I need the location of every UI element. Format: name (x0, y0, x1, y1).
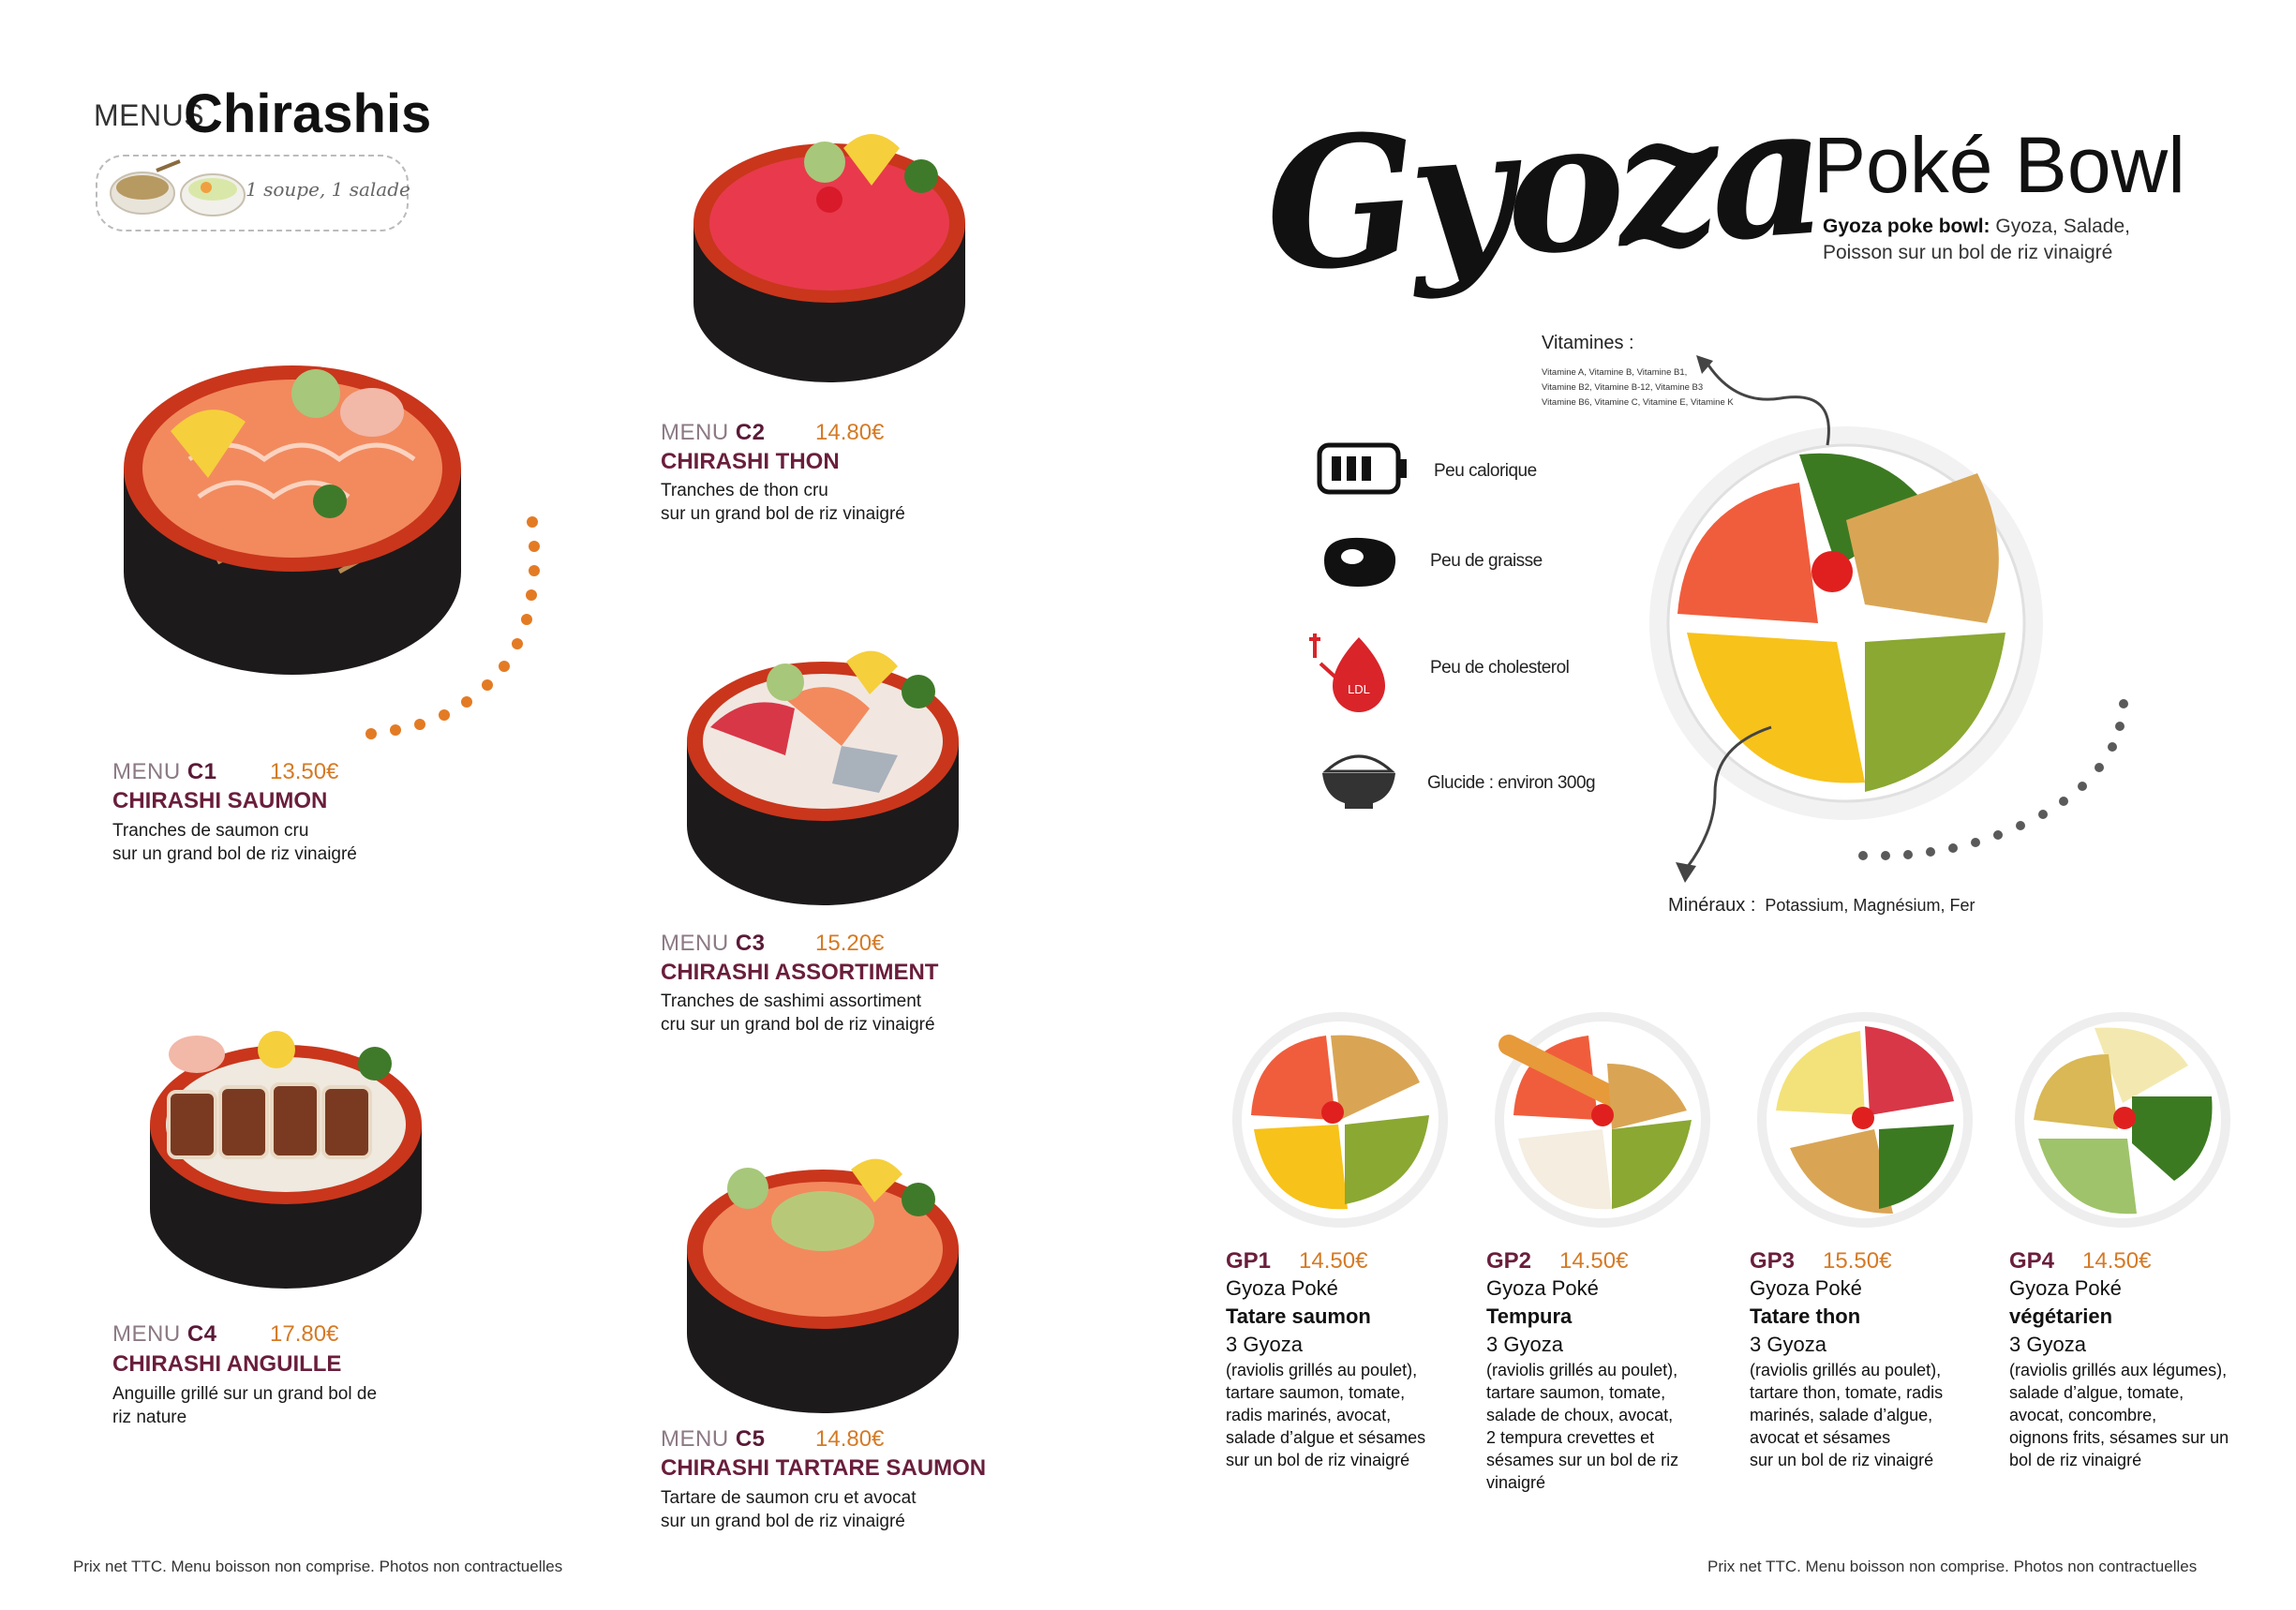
menu-c5-name: CHIRASHI TARTARE SAUMON (661, 1455, 987, 1481)
menu-c2-name: CHIRASHI THON (661, 449, 840, 474)
gp1-block (1226, 1248, 1479, 1471)
pill-text: 1 soupe, 1 salade (246, 178, 410, 201)
gyoza-brush-title: Gyoza (1258, 65, 1826, 313)
menu-c1-name: CHIRASHI SAUMON (112, 788, 328, 813)
fact-glucide: Glucide : environ 300g (1427, 773, 1596, 793)
battery-icon (1317, 442, 1410, 495)
right-footer: Prix net TTC. Menu boisson non comprise. Photos non contractuelles (1707, 1558, 2198, 1575)
menu-c1-price: 13.50€ (270, 759, 339, 784)
gp4-code: GP4 (2009, 1248, 2055, 1274)
bowl-c2-image (679, 120, 979, 392)
menu-c4-name: CHIRASHI ANGUILLE (112, 1351, 342, 1377)
chirashis-title: Chirashis (184, 83, 432, 144)
gp3-desc: (raviolis grillés au poulet), tartare thon, tomate, radis marinés, salade d’algue, avocat et sésames sur un bol de riz vinaigré (1750, 1361, 1944, 1469)
vitamines-arrow (1668, 351, 1837, 455)
dotted-curve-grey (1837, 698, 2137, 867)
bowl-c4-image (136, 1017, 436, 1298)
gp3-line3: 3 Gyoza (1750, 1333, 1826, 1356)
gp2-code: GP2 (1486, 1248, 1532, 1274)
menu-c4-desc: Anguille grillé sur un grand bol de riz nature (112, 1384, 378, 1427)
poke-bowl-title: Poké Bowl (1813, 121, 2185, 209)
poke-bowl-subtitle: Gyoza poke bowl: Gyoza, Salade, Poisson sur un bol de riz vinaigré (1823, 216, 2130, 263)
cholesterol-devil-icon (1307, 626, 1410, 720)
dotted-curve-decoration (356, 511, 544, 754)
gp3-bowl-image (1752, 1007, 1977, 1232)
gp1-price: 14.50€ (1299, 1248, 1368, 1274)
menu-c3-desc: Tranches de sashimi assortiment cru sur un grand bol de riz vinaigré (661, 991, 935, 1035)
gp1-desc: (raviolis grillés au poulet), tartare saumon, tomate, radis marinés, avocat, salade d’algue et sésames sur un bol de riz vinaigré (1226, 1361, 1426, 1469)
gp2-price: 14.50€ (1559, 1248, 1629, 1274)
menu-c1-desc: Tranches de saumon cru sur un grand bol de riz vinaigré (112, 821, 357, 864)
gp4-block (2009, 1248, 2272, 1471)
gp3-price: 15.50€ (1823, 1248, 1892, 1274)
menus-label: MENUS (94, 98, 205, 132)
gp2-line2: Tempura (1486, 1304, 1573, 1328)
mineraux-line: Minéraux : Potassium, Magnésium, Fer (1668, 895, 1975, 916)
bowl-c3-image (673, 634, 973, 915)
menu-c5-tag: MENU C5 (661, 1426, 766, 1452)
gp1-line2: Tatare saumon (1226, 1304, 1371, 1328)
menu-c2-tag: MENU C2 (661, 420, 766, 445)
menu-c5-price: 14.80€ (815, 1426, 885, 1452)
menu-c3-tag: MENU C3 (661, 931, 766, 956)
menu-c5-desc: Tartare de saumon cru et avocat sur un grand bol de riz vinaigré (661, 1488, 917, 1531)
fact-graisse: Peu de graisse (1430, 551, 1543, 571)
menu-c3-price: 15.20€ (815, 931, 885, 956)
mineraux-arrow (1659, 722, 1781, 890)
gp1-line3: 3 Gyoza (1226, 1333, 1303, 1356)
gp4-desc: (raviolis grillés aux légumes), salade d’algue, tomate, avocat, concombre, oignons frits, sésames sur un bol de riz vinaigré (2009, 1361, 2229, 1469)
gp4-price: 14.50€ (2082, 1248, 2152, 1274)
vitamines-list: Vitamine A, Vitamine B, Vitamine B1, Vitamine B2, Vitamine B-12, Vitamine B3 Vitamine B6, Vitamine C, Vitamine E, Vitamine K (1542, 367, 1734, 408)
gp3-block (1750, 1248, 2003, 1471)
gp4-line1: Gyoza Poké (2009, 1276, 2122, 1300)
menu-c2-desc: Tranches de thon cru sur un grand bol de riz vinaigré (661, 481, 905, 524)
gp3-code: GP3 (1750, 1248, 1796, 1274)
ldl-label: LDL (1348, 682, 1370, 696)
menu-c4-price: 17.80€ (270, 1321, 339, 1347)
soup-salad-icons (105, 159, 250, 223)
steak-icon (1317, 532, 1401, 592)
gp3-line2: Tatare thon (1750, 1304, 1861, 1328)
gp1-line1: Gyoza Poké (1226, 1276, 1338, 1300)
bowl-c5-image (673, 1141, 973, 1423)
menu-c1-tag: MENU C1 (112, 759, 217, 784)
gp2-block (1486, 1248, 1739, 1494)
gp1-code: GP1 (1226, 1248, 1272, 1274)
menu-c2-price: 14.80€ (815, 420, 885, 445)
menu-c3-name: CHIRASHI ASSORTIMENT (661, 960, 939, 985)
gp2-line3: 3 Gyoza (1486, 1333, 1563, 1356)
vitamines-title: Vitamines : (1542, 333, 1634, 353)
gp4-line3: 3 Gyoza (2009, 1333, 2086, 1356)
rice-bowl-icon (1317, 745, 1401, 811)
menu-c4-tag: MENU C4 (112, 1321, 217, 1347)
gp3-line1: Gyoza Poké (1750, 1276, 1862, 1300)
fact-calorie: Peu calorique (1434, 461, 1537, 481)
left-footer: Prix net TTC. Menu boisson non comprise. Photos non contractuelles (73, 1558, 563, 1575)
fact-cholesterol: Peu de cholesterol (1430, 658, 1570, 678)
gp1-bowl-image (1228, 1007, 1453, 1232)
gp2-desc: (raviolis grillés au poulet), tartare saumon, tomate, salade de choux, avocat, 2 tempura crevettes et sésames sur un bol de riz vinaigré (1486, 1361, 1679, 1492)
gp4-bowl-image (2010, 1007, 2235, 1232)
gp2-line1: Gyoza Poké (1486, 1276, 1599, 1300)
gp2-bowl-image (1490, 1007, 1715, 1232)
gp4-line2: végétarien (2009, 1304, 2113, 1328)
